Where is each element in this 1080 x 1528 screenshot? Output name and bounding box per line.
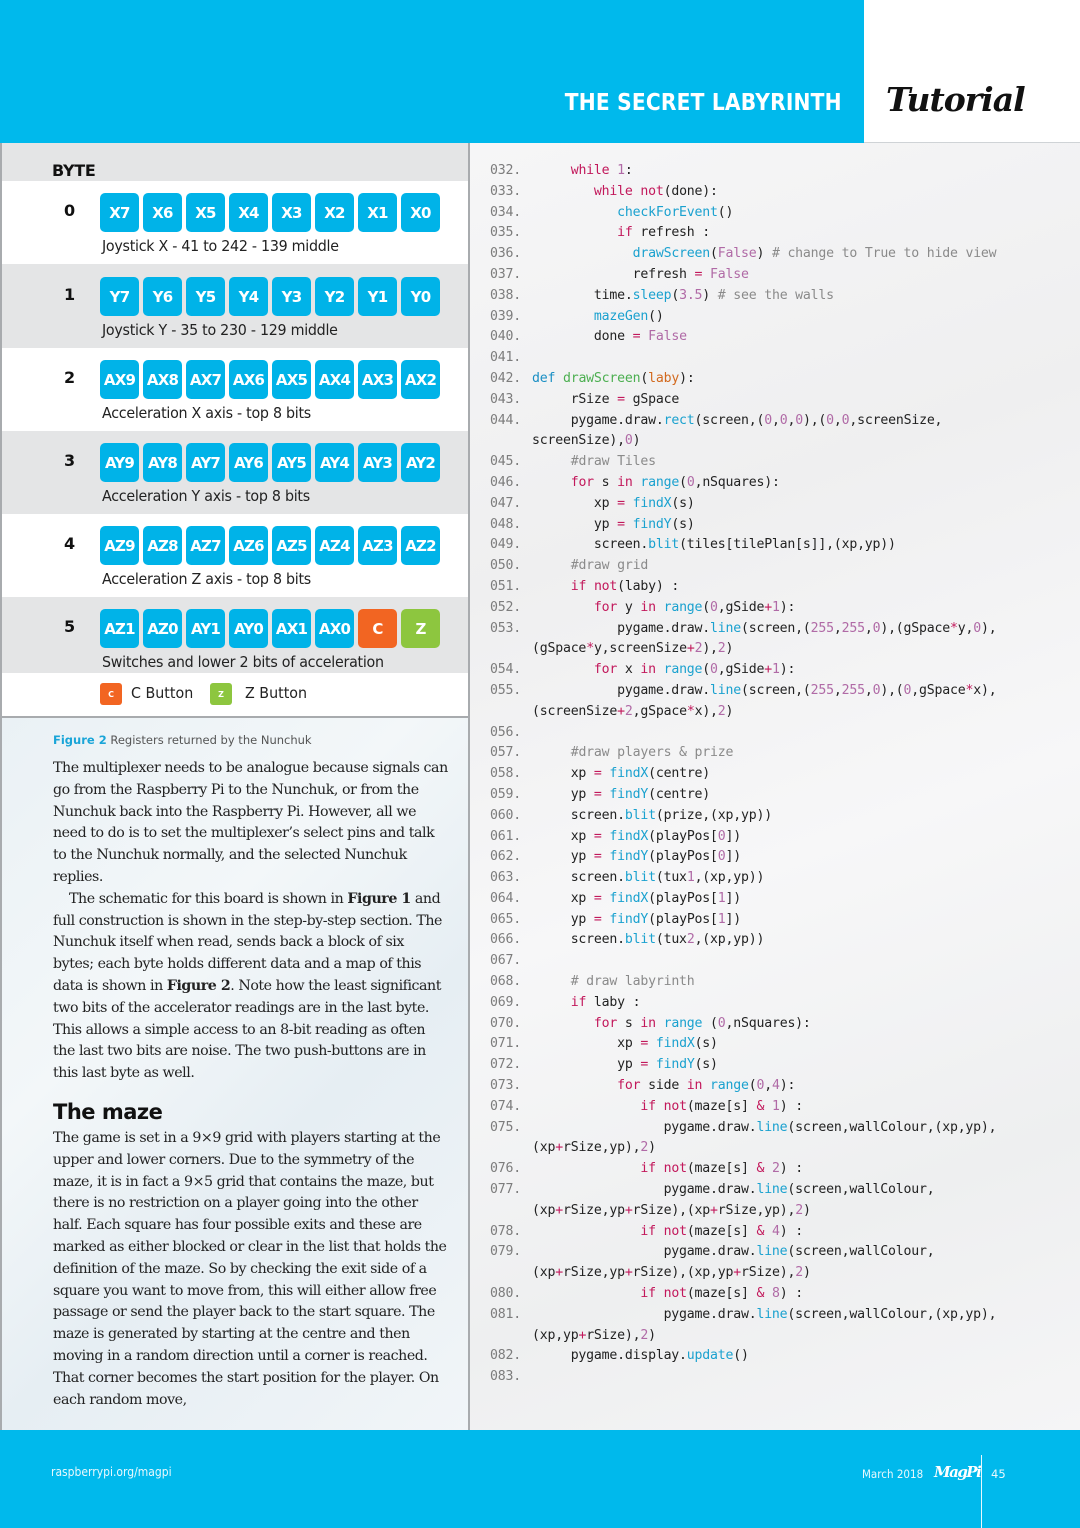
bit-pill: AZ8 <box>143 526 182 565</box>
footer-url-link[interactable]: raspberrypi.org/magpi <box>51 1465 172 1479</box>
code-line <box>490 827 1075 848</box>
line-number: 042. <box>490 370 521 386</box>
code-line <box>490 390 1075 411</box>
line-number: 060. <box>490 807 521 823</box>
line-number: 033. <box>490 183 521 199</box>
line-number: 045. <box>490 454 521 470</box>
bit-pills <box>100 443 440 482</box>
code-line <box>490 411 1075 432</box>
c-button-legend-label: C Button <box>131 684 194 702</box>
bit-pill: AY1 <box>186 609 225 648</box>
code-line <box>490 1076 1075 1097</box>
figure-caption-text: Registers returned by the Nunchuk <box>106 733 312 747</box>
line-source: yp = findY(centre) <box>532 786 711 802</box>
line-number: 072. <box>490 1057 521 1073</box>
line-source: xp = findX(s) <box>532 1036 718 1052</box>
line-source: yp = findY(playPos[1]) <box>532 911 742 927</box>
bit-pill: AY3 <box>358 443 397 482</box>
line-source: def drawScreen(laby): <box>532 370 695 386</box>
line-number: 051. <box>490 578 521 594</box>
line-source: (xp+rSize,yp+rSize),(xp+rSize,yp),2) <box>532 1202 811 1218</box>
z-button-legend-label: Z Button <box>245 684 308 702</box>
code-line <box>490 1034 1075 1055</box>
line-source: checkForEvent() <box>617 204 734 220</box>
line-number: 067. <box>490 953 521 969</box>
line-source: pygame.draw.rect(screen,(0,0,0),(0,0,screenSize, <box>532 412 943 428</box>
code-line <box>490 702 1075 723</box>
line-number: 070. <box>490 1015 521 1031</box>
page-number: 45 <box>991 1467 1006 1481</box>
line-source: pygame.draw.line(screen,(255,255,0),(0,gSpace*x), <box>532 682 997 698</box>
code-line <box>490 161 1075 182</box>
bit-pill: Y7 <box>100 277 139 316</box>
figure-legend <box>2 673 468 716</box>
code-line <box>490 681 1075 702</box>
text-span: and full construction is shown in the step-by-step section. The Nunchuk itself when read, sends back a block of six bytes; each byte holds different data and a map of this data is shown in <box>53 890 443 994</box>
byte-row <box>2 431 468 514</box>
line-number: 053. <box>490 620 521 636</box>
bit-pill: AZ9 <box>100 526 139 565</box>
code-listing-panel <box>470 143 1080 1430</box>
line-number: 077. <box>490 1182 521 1198</box>
line-source: screenSize),0) <box>532 433 641 449</box>
bit-pill: X0 <box>401 193 440 232</box>
code-line <box>490 930 1075 951</box>
line-source: drawScreen(False) # change to True to hide view <box>632 246 997 262</box>
figure-register-map <box>0 143 470 718</box>
paragraph: The multiplexer needs to be analogue because signals can go from the Raspberry Pi to the Nunchuk, or from the Nunchuk back into the Raspberry Pi. However, all we need to do is to set the multiplexer’s select pins and talk to the Nunchuk normally, and the selected Nunchuk replies. <box>53 760 448 885</box>
line-source: #draw grid <box>570 558 649 574</box>
line-number: 073. <box>490 1078 521 1094</box>
line-number <box>490 702 532 723</box>
code-line <box>490 1138 1075 1159</box>
code-line <box>490 1055 1075 1076</box>
bit-pill: AY5 <box>272 443 311 482</box>
line-number: 062. <box>490 849 521 865</box>
byte-number: 3 <box>64 451 76 470</box>
footer-divider <box>981 1455 982 1528</box>
line-source: #draw Tiles <box>570 454 656 470</box>
magpi-logo: MagPi <box>934 1463 981 1481</box>
bit-pill: AY2 <box>401 443 440 482</box>
line-source: yp = findY(playPos[0]) <box>532 849 742 865</box>
code-line <box>490 723 1075 744</box>
line-source: (xp+rSize,yp+rSize),(xp,yp+rSize),2) <box>532 1265 811 1281</box>
line-source: for s in range(0,nSquares): <box>570 474 780 490</box>
bit-pill: X1 <box>358 193 397 232</box>
bit-pill: X5 <box>186 193 225 232</box>
code-line <box>490 660 1075 681</box>
line-number: 066. <box>490 932 521 948</box>
line-number <box>490 1326 532 1347</box>
code-line <box>490 244 1075 265</box>
line-number: 032. <box>490 163 521 178</box>
bit-pill: Y6 <box>143 277 182 316</box>
line-source: if not(maze[s] & 8) : <box>640 1286 803 1302</box>
line-source: if not(laby) : <box>570 578 680 594</box>
bit-pill: X4 <box>229 193 268 232</box>
code-line <box>490 286 1075 307</box>
code-line <box>490 577 1075 598</box>
line-source: for y in range(0,gSide+1): <box>593 599 796 615</box>
code-line <box>490 764 1075 785</box>
figure-reference: Figure 1 <box>347 890 411 907</box>
line-number: 048. <box>490 516 521 532</box>
byte-row <box>2 348 468 431</box>
line-source: yp = findY(s) <box>532 1057 718 1073</box>
byte-description: Acceleration Y axis - top 8 bits <box>102 487 310 505</box>
article-body <box>53 758 448 1085</box>
line-number: 046. <box>490 474 521 490</box>
line-number: 054. <box>490 662 521 678</box>
section-heading: The maze <box>53 1100 163 1124</box>
line-number: 041. <box>490 350 521 366</box>
code-line <box>490 307 1075 328</box>
code-listing <box>490 161 1075 1388</box>
byte-description: Joystick Y - 35 to 230 - 129 middle <box>102 321 338 339</box>
line-number: 056. <box>490 724 521 740</box>
code-line <box>490 743 1075 764</box>
line-number <box>490 1138 532 1159</box>
bit-pills <box>100 526 440 565</box>
line-source: refresh = False <box>532 266 749 282</box>
code-line <box>490 1097 1075 1118</box>
line-source: (xp+rSize,yp),2) <box>532 1140 656 1156</box>
code-line <box>490 868 1075 889</box>
bit-pill: Y4 <box>229 277 268 316</box>
line-number: 063. <box>490 870 521 886</box>
code-line <box>490 348 1075 369</box>
line-source: xp = findX(centre) <box>532 766 711 782</box>
code-line <box>490 889 1075 910</box>
line-source: if not(maze[s] & 4) : <box>640 1223 803 1239</box>
line-source: for side in range(0,4): <box>617 1078 796 1094</box>
line-source: pygame.draw.line(screen,wallColour, <box>532 1182 935 1198</box>
line-number: 081. <box>490 1306 521 1322</box>
line-number <box>490 639 532 660</box>
byte-number: 2 <box>64 368 76 387</box>
code-line <box>490 1118 1075 1139</box>
line-source: done = False <box>532 329 687 345</box>
code-line <box>490 1180 1075 1201</box>
c-button-bit-pill: C <box>358 609 397 648</box>
line-number: 050. <box>490 558 521 574</box>
bit-pill: AZ5 <box>272 526 311 565</box>
bit-pill: AZ6 <box>229 526 268 565</box>
line-number: 076. <box>490 1161 521 1177</box>
bit-pill: X7 <box>100 193 139 232</box>
line-number: 052. <box>490 599 521 615</box>
figure-caption-label: Figure 2 <box>53 733 107 747</box>
bit-pill: AX0 <box>315 609 354 648</box>
code-line <box>490 972 1075 993</box>
line-number: 083. <box>490 1369 521 1385</box>
bit-pill: X6 <box>143 193 182 232</box>
line-number: 075. <box>490 1119 521 1135</box>
bit-pill: AZ4 <box>315 526 354 565</box>
line-source: xp = findX(playPos[0]) <box>532 828 742 844</box>
code-line <box>490 556 1075 577</box>
paragraph <box>53 889 448 1085</box>
header-banner <box>0 0 864 143</box>
text-span: The schematic for this board is shown in <box>69 890 348 907</box>
line-source: screen.blit(tux1,(xp,yp)) <box>532 870 765 886</box>
code-line <box>490 1284 1075 1305</box>
line-source: screen.blit(tux2,(xp,yp)) <box>532 932 765 948</box>
line-source: pygame.draw.line(screen,wallColour,(xp,yp), <box>532 1119 997 1135</box>
code-line <box>490 452 1075 473</box>
line-number: 038. <box>490 287 521 303</box>
bit-pill: AY8 <box>143 443 182 482</box>
bit-pill: AZ0 <box>143 609 182 648</box>
code-line <box>490 182 1075 203</box>
byte-number: 1 <box>64 285 76 304</box>
bit-pill: AZ1 <box>100 609 139 648</box>
bit-pills <box>100 609 440 648</box>
code-line <box>490 515 1075 536</box>
code-line <box>490 473 1075 494</box>
bit-pill: Y2 <box>315 277 354 316</box>
bit-pill: X3 <box>272 193 311 232</box>
code-line <box>490 327 1075 348</box>
section-body <box>53 1128 448 1411</box>
byte-row <box>2 181 468 264</box>
line-number: 069. <box>490 994 521 1010</box>
bit-pill: AY0 <box>229 609 268 648</box>
code-line <box>490 785 1075 806</box>
bit-pill: AX1 <box>272 609 311 648</box>
code-line <box>490 993 1075 1014</box>
line-source: while 1: <box>570 163 633 178</box>
bit-pill: Y5 <box>186 277 225 316</box>
bit-pill: AY9 <box>100 443 139 482</box>
code-line <box>490 265 1075 286</box>
line-source: screen.blit(tiles[tilePlan[s]],(xp,yp)) <box>532 537 896 553</box>
line-source: (xp,yp+rSize),2) <box>532 1327 656 1343</box>
line-number: 044. <box>490 412 521 428</box>
figure-reference: Figure 2 <box>166 977 231 994</box>
code-line <box>490 494 1075 515</box>
figure-caption <box>53 733 312 747</box>
article-title: THE SECRET LABYRINTH <box>564 90 842 116</box>
line-number: 047. <box>490 495 521 511</box>
line-source: pygame.draw.line(screen,wallColour, <box>532 1244 935 1260</box>
line-number: 035. <box>490 225 521 241</box>
bit-pills <box>100 277 440 316</box>
code-line <box>490 1326 1075 1347</box>
line-number: 034. <box>490 204 521 220</box>
bit-pill: AZ3 <box>358 526 397 565</box>
line-source: # draw labyrinth <box>570 974 695 990</box>
line-source: for x in range(0,gSide+1): <box>593 662 796 678</box>
code-line <box>490 431 1075 452</box>
line-source: if not(maze[s] & 1) : <box>640 1098 803 1114</box>
line-source: xp = findX(playPos[1]) <box>532 890 742 906</box>
code-line <box>490 847 1075 868</box>
code-line <box>490 1242 1075 1263</box>
code-line <box>490 806 1075 827</box>
code-line <box>490 1305 1075 1326</box>
line-source: yp = findY(s) <box>532 516 695 532</box>
bit-pill: AX2 <box>401 360 440 399</box>
line-source: for s in range (0,nSquares): <box>593 1015 811 1031</box>
byte-description: Acceleration X axis - top 8 bits <box>102 404 311 422</box>
bit-pill: Y0 <box>401 277 440 316</box>
code-line <box>490 1159 1075 1180</box>
line-number: 055. <box>490 682 521 698</box>
byte-number: 4 <box>64 534 76 553</box>
code-line <box>490 369 1075 390</box>
line-number: 078. <box>490 1223 521 1239</box>
line-number: 074. <box>490 1098 521 1114</box>
byte-description: Acceleration Z axis - top 8 bits <box>102 570 311 588</box>
byte-description: Switches and lower 2 bits of acceleration <box>102 653 384 671</box>
line-source: while not(done): <box>593 183 718 199</box>
line-number <box>490 1263 532 1284</box>
code-line <box>490 619 1075 640</box>
z-button-swatch: Z <box>210 683 232 705</box>
code-line <box>490 639 1075 660</box>
bit-pill: AY7 <box>186 443 225 482</box>
line-source: if laby : <box>570 994 641 1010</box>
z-button-bit-pill: Z <box>401 609 440 648</box>
footer-banner <box>0 1430 1080 1528</box>
code-line <box>490 1263 1075 1284</box>
line-number: 043. <box>490 391 521 407</box>
code-line <box>490 1201 1075 1222</box>
text-span: . Note how the least significant two bits of the accelerator readings are in the last byte. This allows a simple access to an 8-bit reading as often the last two bits are noise. The two push-buttons are in this last byte as well. <box>53 977 442 1082</box>
line-number: 082. <box>490 1348 521 1364</box>
bit-pill: AX4 <box>315 360 354 399</box>
bit-pill: AX3 <box>358 360 397 399</box>
line-number: 065. <box>490 911 521 927</box>
bit-pill: AX5 <box>272 360 311 399</box>
line-source: pygame.draw.line(screen,(255,255,0),(gSpace*y,0), <box>532 620 997 636</box>
line-source: mazeGen() <box>593 308 664 324</box>
bit-pill: Y3 <box>272 277 311 316</box>
byte-number: 5 <box>64 617 76 636</box>
bit-pill: AX8 <box>143 360 182 399</box>
line-number: 080. <box>490 1286 521 1302</box>
byte-row <box>2 265 468 348</box>
line-source: if not(maze[s] & 2) : <box>640 1161 803 1177</box>
bit-pill: AY4 <box>315 443 354 482</box>
line-number: 036. <box>490 246 521 262</box>
line-source: rSize = gSpace <box>532 391 680 407</box>
line-number: 037. <box>490 266 521 282</box>
bit-pills <box>100 193 440 232</box>
line-number <box>490 1201 532 1222</box>
line-number <box>490 431 532 452</box>
code-line <box>490 223 1075 244</box>
code-line <box>490 1367 1075 1388</box>
bit-pill: X2 <box>315 193 354 232</box>
section-tag-box <box>864 0 1080 143</box>
line-number: 039. <box>490 308 521 324</box>
bit-pill: AZ2 <box>401 526 440 565</box>
bit-pill: Y1 <box>358 277 397 316</box>
byte-row <box>2 597 468 674</box>
line-number: 061. <box>490 828 521 844</box>
code-line <box>490 951 1075 972</box>
line-number: 079. <box>490 1244 521 1260</box>
line-number: 064. <box>490 890 521 906</box>
bit-pills <box>100 360 440 399</box>
code-line <box>490 1222 1075 1243</box>
line-source: if refresh : <box>617 225 711 241</box>
byte-row <box>2 514 468 597</box>
issue-date: March 2018 <box>862 1467 924 1481</box>
line-number: 068. <box>490 974 521 990</box>
line-number: 071. <box>490 1036 521 1052</box>
article-text-column <box>0 718 470 1430</box>
line-number: 059. <box>490 786 521 802</box>
line-source: pygame.display.update() <box>532 1348 749 1364</box>
code-line <box>490 910 1075 931</box>
line-source: pygame.draw.line(screen,wallColour,(xp,yp), <box>532 1306 997 1322</box>
bit-pill: AX9 <box>100 360 139 399</box>
code-line <box>490 1014 1075 1035</box>
line-source: time.sleep(3.5) # see the walls <box>532 287 834 303</box>
bit-pill: AY6 <box>229 443 268 482</box>
line-source: #draw players & prize <box>570 745 734 761</box>
line-source: xp = findX(s) <box>532 495 695 511</box>
paragraph: The game is set in a 9×9 grid with players starting at the upper and lower corners. Due to the symmetry of the maze, it is in fact a 9×5 grid that contains the maze, but there is no restriction on a player going into the other half. Each square has four possible exits and these are marked as either blocked or clear in the list that holds the definition of the maze. So by checking the exit side of a square you want to move from, this will either allow free passage or send the player back to the start square. The maze is generated by starting at the centre and then moving in a random direction until a corner is reached. That corner becomes the start position for the player. On each random move, <box>53 1130 447 1408</box>
line-number: 049. <box>490 537 521 553</box>
code-line <box>490 203 1075 224</box>
byte-description: Joystick X - 41 to 242 - 139 middle <box>102 237 339 255</box>
line-number: 058. <box>490 766 521 782</box>
bit-pill: AX7 <box>186 360 225 399</box>
code-line <box>490 1346 1075 1367</box>
line-number: 057. <box>490 745 521 761</box>
c-button-swatch: C <box>100 683 122 705</box>
bit-pill: AX6 <box>229 360 268 399</box>
line-source: (gSpace*y,screenSize+2),2) <box>532 641 734 657</box>
byte-column-heading: BYTE <box>52 161 96 180</box>
line-source: (screenSize+2,gSpace*x),2) <box>532 703 734 719</box>
line-source: screen.blit(prize,(xp,yp)) <box>532 807 772 823</box>
byte-number: 0 <box>64 201 76 220</box>
code-line <box>490 598 1075 619</box>
section-tag: Tutorial <box>886 80 1025 119</box>
bit-pill: AZ7 <box>186 526 225 565</box>
code-line <box>490 535 1075 556</box>
line-number: 040. <box>490 329 521 345</box>
